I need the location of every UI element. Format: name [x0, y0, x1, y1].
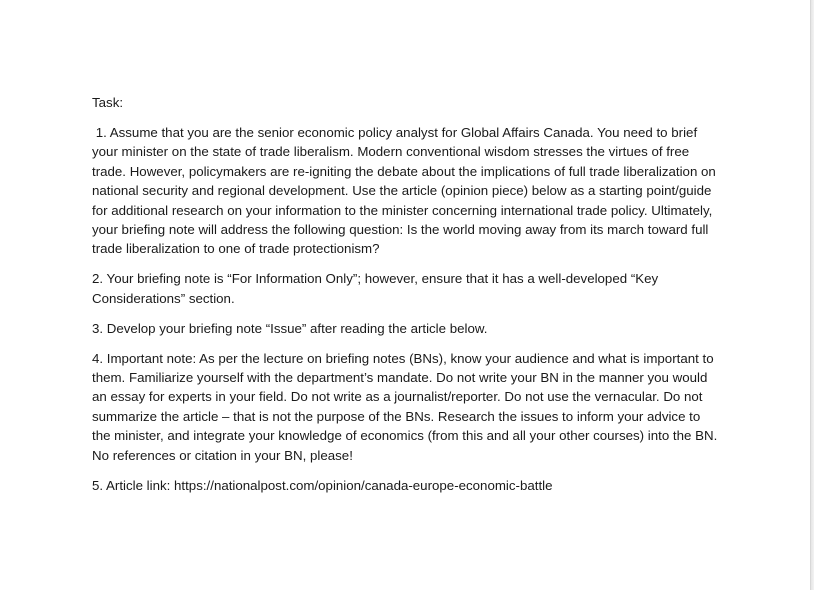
page-edge-divider [810, 0, 814, 590]
task-item-1-text: 1. Assume that you are the senior economic policy analyst for Global Affairs Canada. You need to brief your minister on the state of trade liberalism. Modern conventional wisdom stresses the virtues of free trade. However, policymakers are re-igniting the debate about the implications of full trade liberalization on national security and regional development. Use the article (opinion piece) below as a starting point/guide for additional research on your information to the minister concerning international trade policy. Ultimately, your briefing note will address the following question: Is the world moving away from its march toward full trade liberalization to one of trade protectionism? [92, 125, 716, 257]
task-item-1 [92, 123, 722, 259]
task-item-3 [92, 319, 722, 338]
task-item-4-text: 4. Important note: As per the lecture on briefing notes (BNs), know your audience and what is important to them. Familiarize yourself with the department’s mandate. Do not write your BN in the manner you would an essay for experts in your field. Do not write as a journalist/reporter. Do not use the vernacular. Do not summarize the article – that is not the purpose of the BNs. Research the issues to inform your advice to the minister, and integrate your knowledge of economics (from this and all your other courses) into the BN. No references or citation in your BN, please! [92, 350, 718, 463]
document-body [92, 93, 722, 505]
task-item-2 [92, 269, 722, 308]
task-heading: Task: [92, 95, 124, 110]
task-item-3-text: 3. Develop your briefing note “Issue” after reading the article below. [92, 320, 488, 336]
task-item-2-text: 2. Your briefing note is “For Information Only”; however, ensure that it has a well-developed “Key Considerations” section. [92, 271, 659, 306]
task-item-5-text: 5. Article link: https://nationalpost.com/opinion/canada-europe-economic-battle [92, 477, 553, 493]
task-item-5 [92, 476, 722, 495]
task-item-4 [92, 349, 722, 465]
